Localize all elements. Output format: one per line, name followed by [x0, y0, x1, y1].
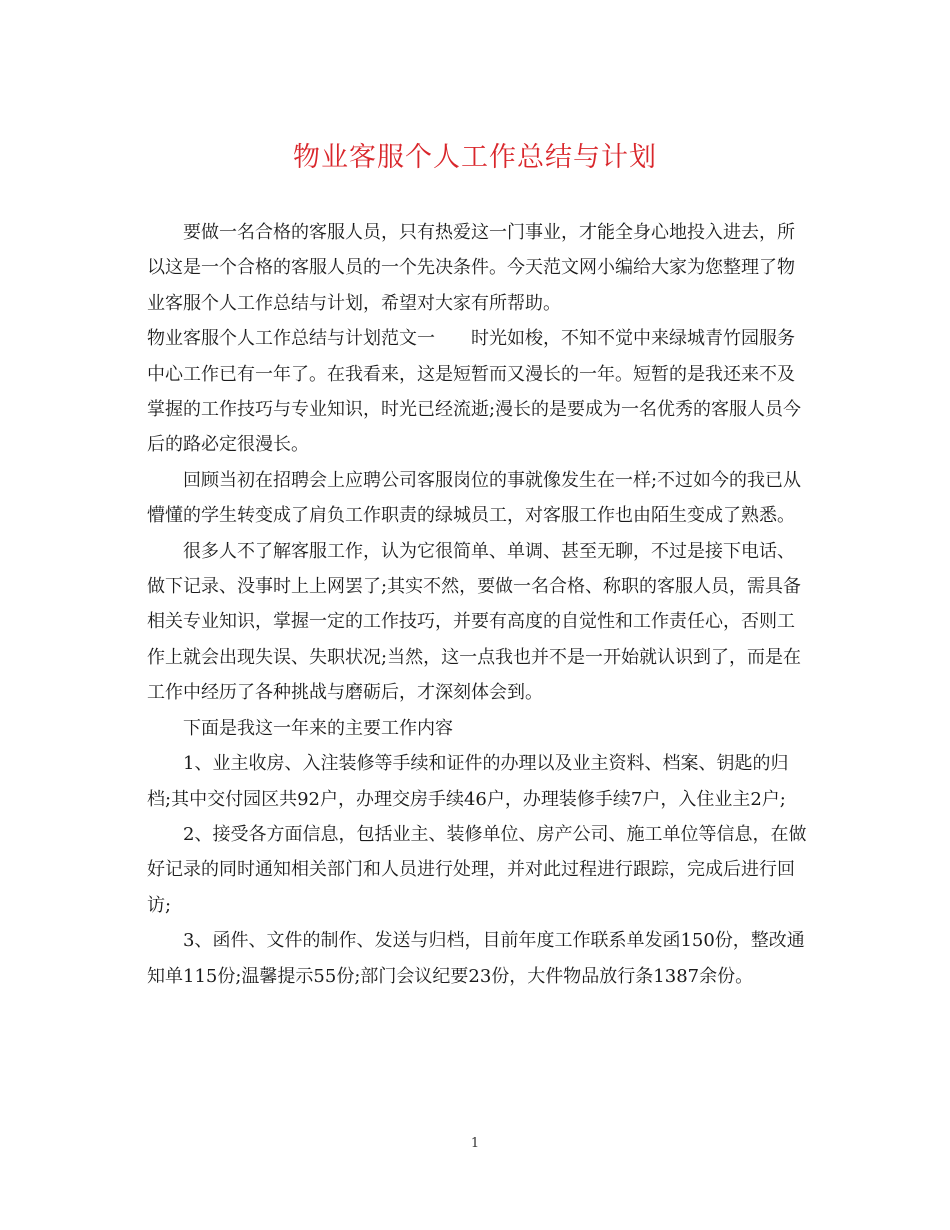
paragraph-work-heading: 下面是我这一年来的主要工作内容: [183, 717, 453, 739]
paragraph-review: 回顾当初在招聘会上应聘公司客服岗位的事就像发生在一样;不过如今的我已从懵懂的学生转变成了肩负工作职责的绿城员工，对客服工作也由陌生变成了熟悉。: [147, 469, 802, 527]
list-item-3: 3、函件、文件的制作、发送与归档，目前年度工作联系单发函150份，整改通知单115份;温馨提示55份;部门会议纪要23份，大件物品放行条1387余份。: [147, 930, 805, 987]
document-title: 物业客服个人工作总结与计划: [293, 142, 657, 173]
list-item-2: 2、接受各方面信息，包括业主、装修单位、房产公司、施工单位等信息，在做好记录的同时通知相关部门和人员进行处理，并对此过程进行跟踪，完成后进行回访;: [147, 823, 807, 916]
paragraph-intro: 要做一名合格的客服人员，只有热爱这一门事业，才能全身心地投入进去，所以这是一个合格的客服人员的一个先决条件。今天范文网小编给大家为您整理了物业客服个人工作总结与计划，希望对大家有所帮助。: [147, 222, 795, 314]
page-number: 1: [470, 1136, 480, 1151]
document-body: [147, 215, 807, 994]
list-item-1: 1、业主收房、入注装修等手续和证件的办理以及业主资料、档案、钥匙的归档;其中交付园区共92户，办理交房手续46户，办理装修手续7户，入住业主2户;: [147, 753, 789, 810]
paragraph-misconception: 很多人不了解客服工作，认为它很简单、单调、甚至无聊，不过是接下电话、做下记录、没事时上上网罢了;其实不然，要做一名合格、称职的客服人员，需具备相关专业知识，掌握一定的工作技巧，并要有高度的自觉性和工作责任心，否则工作上就会出现失误、失职状况;当然，这一点我也并不是一开始就认识到了，而是在工作中经历了各种挑战与磨砺后，才深刻体会到。: [147, 540, 802, 704]
paragraph-sample-one: 物业客服个人工作总结与计划范文一 时光如梭，不知不觉中来绿城青竹园服务中心工作已有一年了。在我看来，这是短暂而又漫长的一年。短暂的是我还来不及掌握的工作技巧与专业知识，时光已经流逝;漫长的是要成为一名优秀的客服人员今后的路必定很漫长。: [147, 328, 802, 456]
